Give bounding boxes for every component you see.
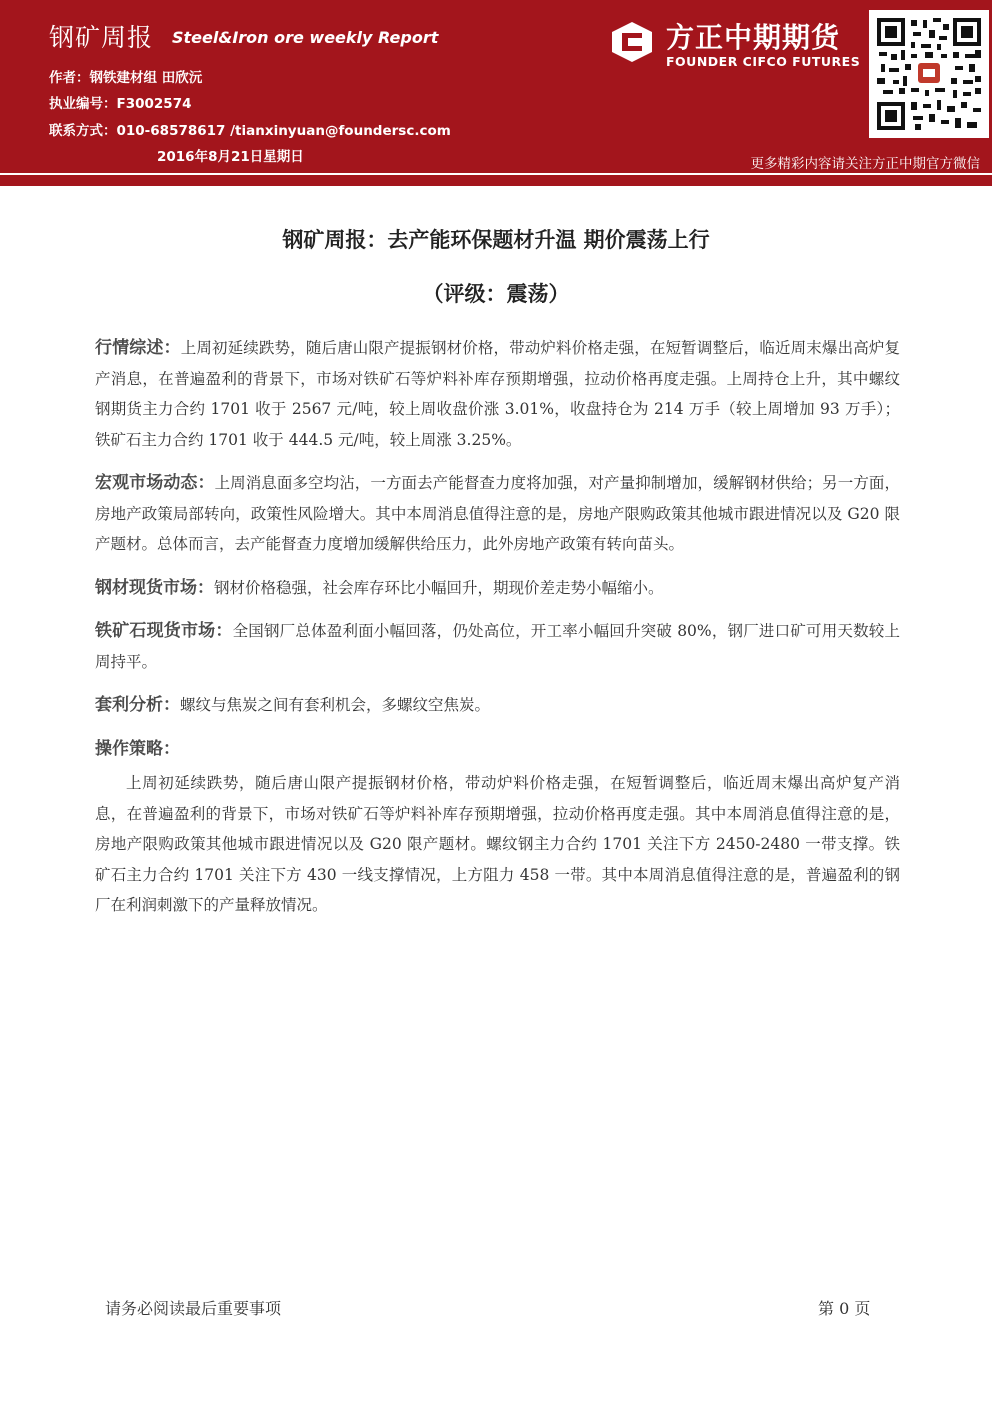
section-label: 宏观市场动态： (95, 473, 215, 493)
section-steel-spot (95, 573, 900, 604)
section-label: 铁矿石现货市场： (95, 621, 233, 641)
page-number: 第 0 页 (818, 1299, 871, 1318)
section-text: 上周消息面多空均沾，一方面去产能督查力度将加强，对产量抑制增加，缓解钢材供给；另一方面，房地产政策局部转向，政策性风险增大。其中本周消息值得注意的是，房地产限购政策其他城市跟进情况以及 G20 限产题材。总体而言，去产能督查力度增加缓解供给压力，此外房地产政策有转向苗头。 (95, 474, 900, 553)
section-text: 全国钢厂总体盈利面小幅回落，仍处高位，开工率小幅回升突破 80%，钢厂进口矿可用天数较上周持平。 (95, 622, 900, 671)
section-label: 操作策略： (95, 738, 180, 759)
report-series-subtitle: Steel&Iron ore weekly Report (172, 28, 439, 47)
section-text: 螺纹与焦炭之间有套利机会，多螺纹空焦炭。 (180, 696, 491, 714)
report-date: 2016年8月21日星期日 (157, 149, 304, 165)
founder-logo-icon (608, 18, 656, 70)
report-rating: （评级：震荡） (422, 282, 570, 306)
report-series-title: 钢矿周报 (49, 23, 154, 52)
report-title: 钢矿周报：去产能环保题材升温 期价震荡上行 (282, 228, 710, 252)
contact-line: 联系方式：010-68578617 /tianxinyuan@foundersc.com (49, 123, 451, 139)
section-strategy-text: 上周初延续跌势，随后唐山限产提振钢材价格，带动炉料价格走强，在短暂调整后，临近周末爆出高炉复产消息，在普遍盈利的背景下，市场对铁矿石等炉料补库存预期增强，拉动价格再度走强。其中本周消息值得注意的是，房地产限购政策其他城市跟进情况以及 G20 限产题材。螺纹钢主力合约 1701 关注下方 2450-2480 一带支撑。铁矿石主力合约 1701 关注下方 430 一线支撑情况，上方阻力 458 一带。其中本周消息值得注意的是，普遍盈利的钢厂在利润刺激下的产量释放情况。 (95, 774, 900, 914)
report-body (95, 333, 900, 921)
brand-block (608, 16, 863, 76)
section-ore-spot (95, 616, 900, 677)
header-underline (0, 175, 992, 186)
section-text: 上周初延续跌势，随后唐山限产提振钢材价格，带动炉料价格走强，在短暂调整后，临近周末爆出高炉复产消息，在普遍盈利的背景下，市场对铁矿石等炉料补库存预期增强，拉动价格再度走强。上周持仓上升，其中螺纹钢期货主力合约 1701 收于 2567 元/吨，较上周收盘价涨 3.01%，收盘持仓为 214 万手（较上周增加 93 万手）；铁矿石主力合约 1701 收于 444.5 元/吨，较上周涨 3.25%。 (95, 339, 900, 449)
section-label: 套利分析： (95, 695, 180, 715)
author-line: 作者：钢铁建材组 田欣沅 (49, 70, 203, 86)
section-label: 行情综述： (95, 338, 181, 358)
section-strategy-heading (95, 734, 900, 765)
brand-english-name: FOUNDER CIFCO FUTURES (666, 54, 861, 69)
section-label: 钢材现货市场： (95, 577, 214, 598)
section-text: 钢材价格稳强，社会库存环比小幅回升，期现价差走势小幅缩小。 (214, 578, 664, 597)
section-market-overview (95, 333, 900, 455)
brand-name: 方正中期期货 (666, 21, 841, 54)
section-macro (95, 468, 900, 560)
qr-code-icon (869, 10, 989, 138)
section-arbitrage (95, 690, 900, 721)
license-line: 执业编号：F3002574 (49, 96, 192, 112)
wechat-follow-note: 更多精彩内容请关注方正中期官方微信 (750, 156, 980, 172)
footer-disclaimer-note: 请务必阅读最后重要事项 (105, 1299, 282, 1318)
